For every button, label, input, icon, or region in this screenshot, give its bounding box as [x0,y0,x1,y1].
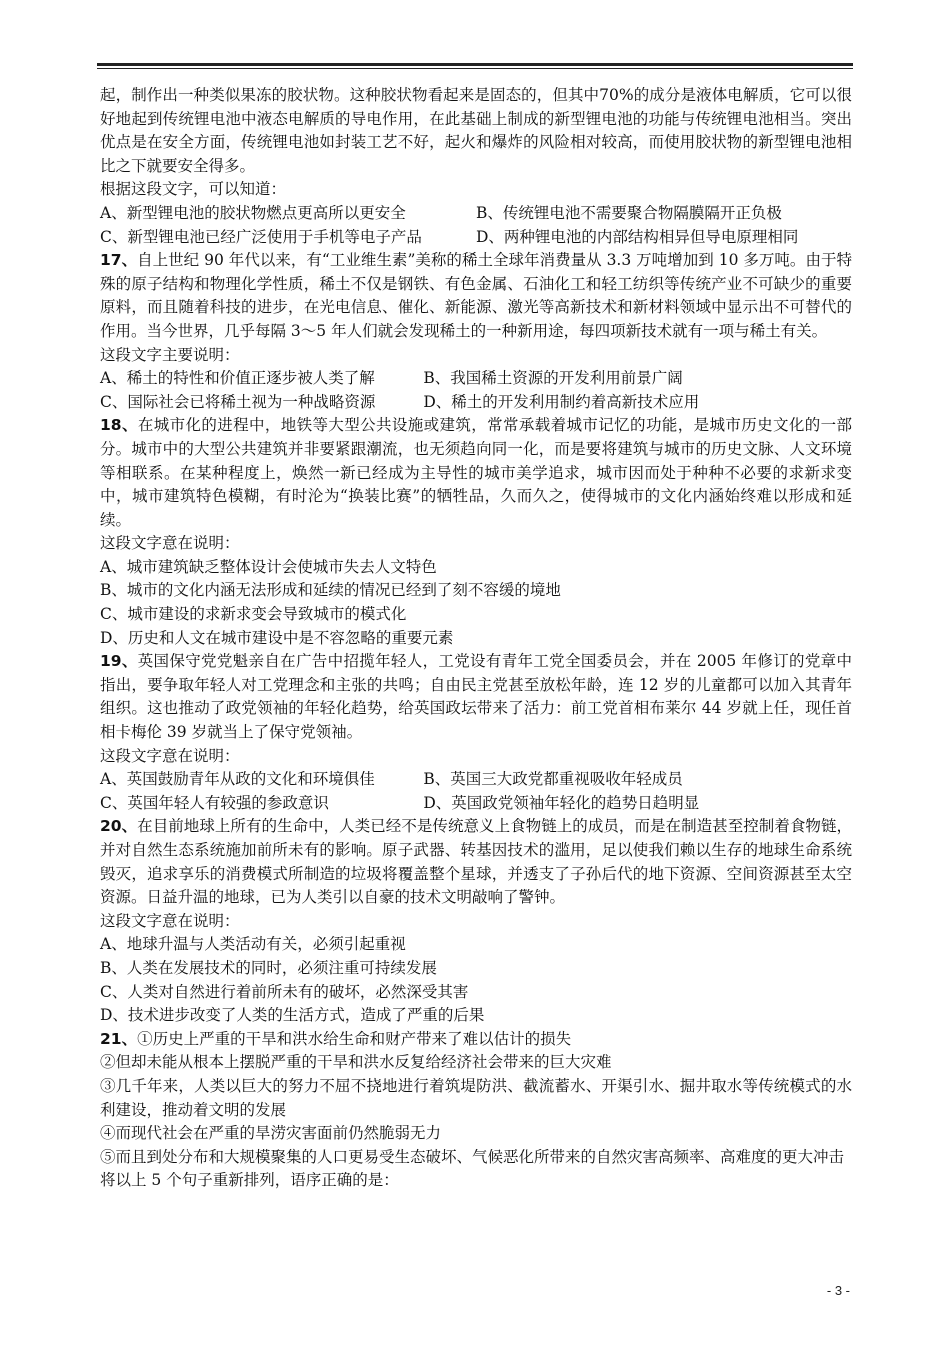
question-17-options-row-1 [100,367,852,391]
question-20-stem: 这段文字意在说明： [100,911,240,930]
question-21-number: 21、 [100,1029,138,1048]
question-16-option-a: A、新型锂电池的胶状物燃点更高所以更安全 [100,203,406,222]
question-18-option-a: A、城市建筑缺乏整体设计会使城市失去人文特色 [100,557,437,576]
question-18-number: 18、 [100,416,138,435]
question-16-options-row-2 [100,226,852,250]
question-17-number: 17、 [100,251,138,270]
question-20-option-c: C、人类对自然进行着前所未有的破坏，必然深受其害 [100,982,469,1001]
question-21 [100,1028,852,1193]
question-16-options-row-1 [100,202,852,226]
question-16-option-b: B、传统锂电池不需要聚合物隔膜隔开正负极 [476,203,782,222]
question-16-passage: 起，制作出一种类似果冻的胶状物。这种胶状物看起来是固态的，但其中70%的成分是液体电解质，它可以很好地起到传统锂电池中液态电解质的导电作用，在此基础上制成的新型锂电池的功能与传统锂电池相当。突出优点是在安全方面，传统锂电池如封装工艺不好，起火和爆炸的风险相对较高，而使用胶状物的新型锂电池相比之下就要安全得多。 [100,86,852,175]
question-20-option-a: A、地球升温与人类活动有关，必须引起重视 [100,935,406,954]
question-21-stem: 将以上 5 个句子重新排列，语序正确的是： [100,1171,399,1190]
question-20 [100,815,852,1027]
question-18-option-c: C、城市建设的求新求变会导致城市的模式化 [100,605,407,624]
question-19-options-row-1 [100,768,852,792]
question-17-stem: 这段文字主要说明： [100,345,240,364]
question-19-text: 英国保守党党魁亲自在广告中招揽年轻人，工党设有青年工党全国委员会，并在 2005 年修订的党章中指出，要争取年轻人对工党理念和主张的共鸣；自由民主党甚至放松年龄，连 12 岁的儿童都可以加入其青年组织。这也推动了政党领袖的年轻化趋势，给英国政坛带来了活力：前工党首相布莱尔 44 岁就上任，现任首相卡梅伦 39 岁就当上了保守党领袖。 [100,652,852,742]
question-21-sentence-3: ③几千年来，人类以巨大的努力不屈不挠地进行着筑堤防洪、截流蓄水、开渠引水、掘井取水等传统模式的水利建设，推动着文明的发展 [100,1076,852,1119]
question-18-option-b: B、城市的文化内涵无法形成和延续的情况已经到了刻不容缓的境地 [100,581,561,600]
question-20-option-b: B、人类在发展技术的同时，必须注重可持续发展 [100,958,437,977]
question-19-option-c: C、英国年轻人有较强的参政意识 [100,793,329,812]
question-21-s1-text: ①历史上严重的干旱和洪水给生命和财产带来了难以估计的损失 [137,1029,572,1048]
question-18-passage [100,414,852,532]
question-18-stem: 这段文字意在说明： [100,534,240,553]
question-17-options-row-2 [100,391,852,415]
question-21-sentence-1 [100,1028,852,1052]
header-rule [97,63,853,66]
question-21-sentence-4: ④而现代社会在严重的旱涝灾害面前仍然脆弱无力 [100,1124,442,1143]
question-16 [100,84,852,249]
question-19-number: 19、 [100,652,138,671]
question-17-option-c: C、国际社会已将稀土视为一种战略资源 [100,392,376,411]
question-17 [100,249,852,414]
question-20-number: 20、 [100,817,138,836]
question-21-sentence-2: ②但却未能从根本上摆脱严重的干旱和洪水反复给经济社会带来的巨大灾难 [100,1053,612,1072]
question-16-option-d: D、两种锂电池的内部结构相异但导电原理相同 [476,227,799,246]
question-19 [100,650,852,815]
question-18 [100,414,852,650]
question-17-option-a: A、稀土的特性和价值正逐步被人类了解 [100,369,375,388]
question-19-option-d: D、英国政党领袖年轻化的趋势日趋明显 [423,793,700,812]
question-16-stem: 根据这段文字，可以知道： [100,180,287,199]
question-17-option-d: D、稀土的开发利用制约着高新技术应用 [423,392,700,411]
question-19-option-a: A、英国鼓励青年从政的文化和环境俱佳 [100,770,375,789]
question-20-option-d: D、技术进步改变了人类的生活方式，造成了严重的后果 [100,1006,485,1025]
question-20-passage [100,815,852,909]
question-18-option-d: D、历史和人文在城市建设中是不容忽略的重要元素 [100,628,454,647]
question-17-passage [100,249,852,343]
question-19-options-row-2 [100,792,852,816]
header-rule-thin [97,68,853,69]
question-19-stem: 这段文字意在说明： [100,746,240,765]
question-16-option-c: C、新型锂电池已经广泛使用于手机等电子产品 [100,227,422,246]
question-21-sentence-5: ⑤而且到处分布和大规模聚集的人口更易受生态破坏、气候恶化所带来的自然灾害高频率、高难度的更大冲击 [100,1147,845,1166]
question-19-passage [100,650,852,744]
question-20-text: 在目前地球上所有的生命中，人类已经不是传统意义上食物链上的成员，而是在制造甚至控制着食物链，并对自然生态系统施加前所未有的影响。原子武器、转基因技术的滥用，足以使我们赖以生存的地球生命系统毁灭，追求享乐的消费模式所制造的垃圾将覆盖整个星球，并透支了子孙后代的地下资源、空间资源甚至太空资源。日益升温的地球，已为人类引以自豪的技术文明敲响了警钟。 [100,817,852,907]
question-17-option-b: B、我国稀土资源的开发利用前景广阔 [423,369,683,388]
question-17-text: 自上世纪 90 年代以来，有“工业维生素”美称的稀土全球年消费量从 3.3 万吨增加到 10 多万吨。由于特殊的原子结构和物理化学性质，稀土不仅是钢铁、有色金属、石油化工和轻工纺织等传统产业不可缺少的重要原料，而且随着科技的进步，在光电信息、催化、新能源、激光等高新技术和新材料领域中显示出不可替代的作用。当今世界，几乎每隔 3～5 年人们就会发现稀土的一种新用途，每四项新技术就有一项与稀土有关。 [100,251,852,340]
page-number: - 3 - [826,1283,850,1298]
page-content [100,84,852,1193]
question-19-option-b: B、英国三大政党都重视吸收年轻成员 [423,770,683,789]
question-18-text: 在城市化的进程中，地铁等大型公共设施或建筑，常常承载着城市记忆的功能，是城市历史文化的一部分。城市中的大型公共建筑并非要紧跟潮流，也无须趋向同一化，而是要将建筑与城市的历史文脉、人文环境等相联系。在某种程度上，焕然一新已经成为主导性的城市美学追求，城市因而处于种种不必要的求新求变中，城市建筑特色模糊，有时沦为“换装比赛”的牺牲品，久而久之，使得城市的文化内涵始终难以形成和延续。 [100,416,852,529]
